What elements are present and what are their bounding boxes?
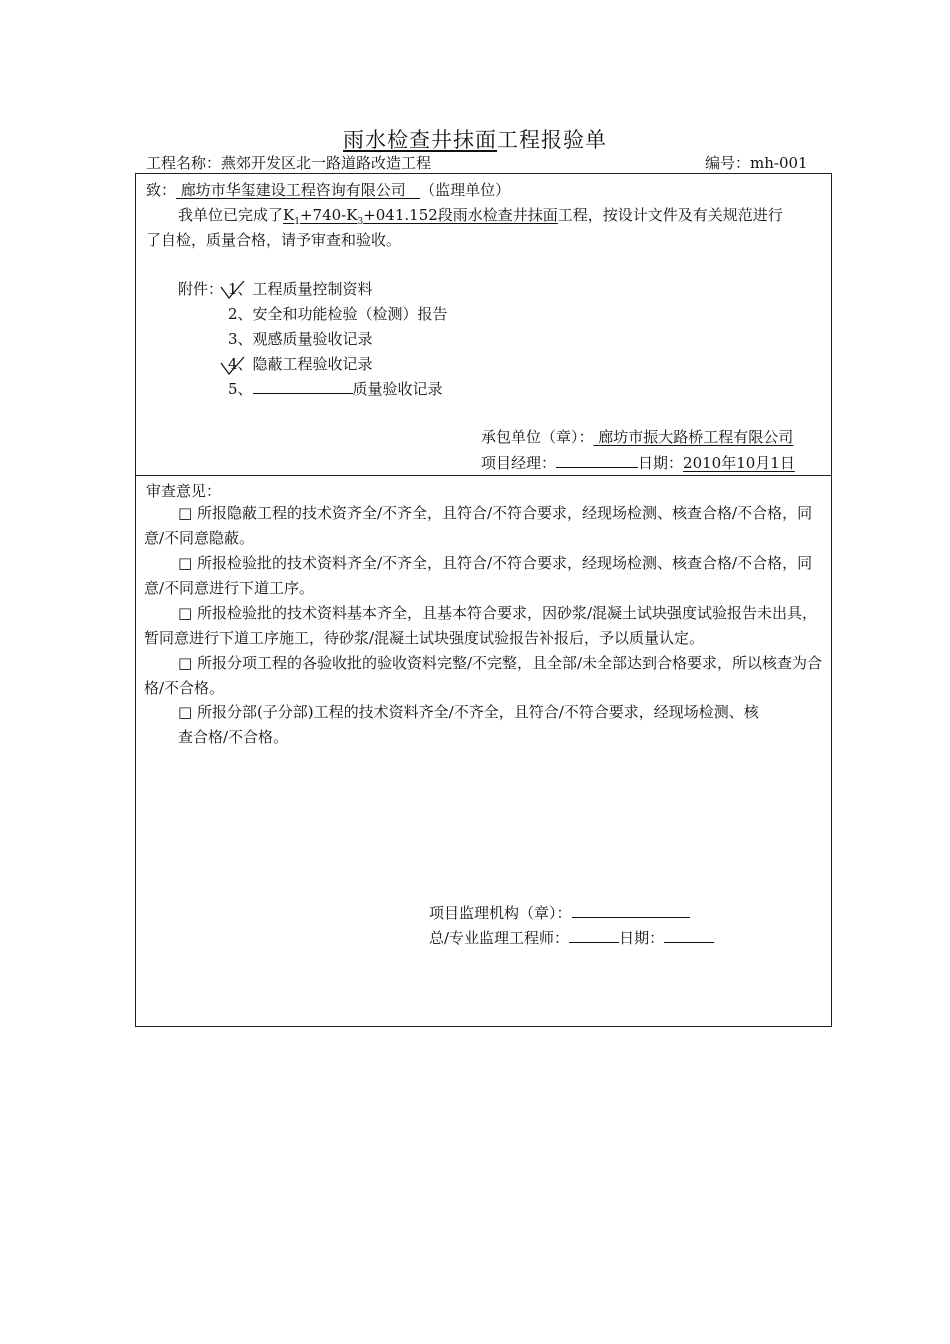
review-date-label: 日期： [619,929,665,947]
title-underlined-part: 雨水检查井抹面 [343,128,497,152]
review-section [135,475,832,1027]
manager-signature-blank [556,453,638,468]
project-name-row [146,152,431,173]
document-number: mh-001 [750,154,808,172]
segment-range: $K_1+740-K_3+041.152$段雨水检查井抹面 [283,206,558,227]
contractor-line [481,426,793,447]
to-label: 致： [146,181,177,199]
checkmark-icon [220,278,246,300]
completion-statement-line2: 了自检，质量合格，请予审查和验收。 [146,231,402,249]
review-heading: 审查意见： [146,482,222,500]
project-name: 燕郊开发区北一路道路改造工程 [221,154,432,172]
engineer-date-line [429,927,714,948]
completion-statement: 我单位已完成了$K_1+740-K_3+041.152$段雨水检查井抹面工程，按设计文件及有关规范进行 [178,206,783,227]
checkmark-icon [220,354,246,376]
supervisor-org-line [429,902,690,923]
document-title [0,124,950,154]
review-option: □ 所报分项工程的各验收批的验收资料完整/不完整，且全部/未全部达到合格要求，所以核查为合格/不合格。 [144,654,823,697]
submission-section [135,173,832,476]
engineer-label: 总/专业监理工程师： [429,929,570,947]
document-number-row [705,152,808,173]
to-suffix: （监理单位） [420,181,511,199]
review-option-5: □ 所报分部(子分部)工程的技术资料齐全/不齐全，且符合/不符合要求，经现场检测、核 [178,703,759,721]
contractor-name: 廊坊市振大路桥工程有限公司 [598,428,794,446]
attachment-item: 2、安全和功能检验（检测）报告 [228,305,448,323]
date-value: 2010年10月1日 [683,454,795,472]
addressee-line [146,179,510,200]
number-label: 编号： [705,154,751,172]
date-label: 日期： [638,454,684,472]
engineer-signature-blank [569,928,619,943]
review-option: □ 所报隐蔽工程的技术资齐全/不齐全，且符合/不符合要求，经现场检测、核查合格/不合格，同意/不同意隐蔽。 [144,504,813,547]
contractor-label: 承包单位（章）： [481,428,594,446]
blank-line [253,379,353,394]
attachments-label: 附件： [178,280,224,298]
project-label: 工程名称： [146,154,222,172]
manager-label: 项目经理： [481,454,557,472]
review-option: □ 所报检验批的技术资料基本齐全，且基本符合要求，因砂浆/混凝土试块强度试验报告未出具，暂同意进行下道工序施工，待砂浆/混凝土试块强度试验报告补报后，予以质量认定。 [144,604,817,647]
supervision-unit-name: 廊坊市华玺建设工程咨询有限公司 [180,181,406,199]
supervisor-org-blank [572,903,690,918]
manager-date-line [481,452,795,473]
review-date-blank [664,928,714,943]
attachment-item: 4、隐蔽工程验收记录 [228,355,373,373]
attachment-item: 1、工程质量控制资料 [228,280,373,298]
review-option: □ 所报检验批的技术资料齐全/不齐全，且符合/不符合要求，经现场检测、核查合格/不合格，同意/不同意进行下道工序。 [144,554,813,597]
title-rest: 工程报验单 [497,128,607,152]
supervisor-org-label: 项目监理机构（章）： [429,904,572,922]
attachment-item-5: 5、 质量验收记录 [228,380,443,398]
review-option-5-line2: 查合格/不合格。 [178,728,289,746]
attachment-item: 3、观感质量验收记录 [228,330,373,348]
